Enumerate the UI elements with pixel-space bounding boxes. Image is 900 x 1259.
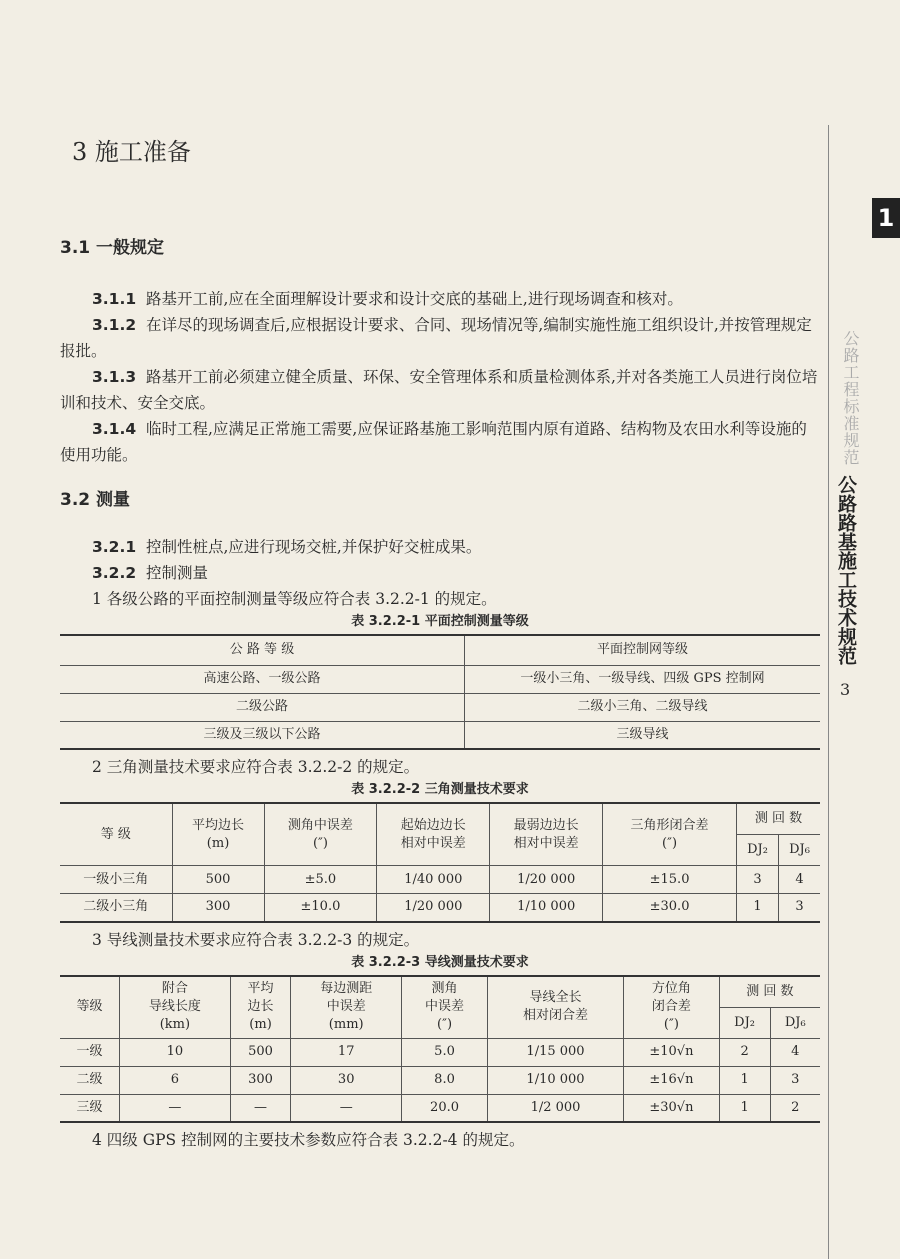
para-text: 临时工程,应满足正常施工需要,应保证路基施工影响范围内原有道路、结构物及农田水利等设施的使用功能。	[60, 420, 807, 464]
table-row	[60, 894, 820, 922]
para-item-4: 4 四级 GPS 控制网的主要技术参数应符合表 3.2.2-4 的规定。	[92, 1131, 525, 1149]
cell: 1	[719, 1094, 770, 1122]
cell: 二级公路	[60, 693, 465, 721]
table-row	[60, 693, 820, 721]
table-3-2-2-1	[60, 634, 820, 750]
header-cell: 平均边长 (m)	[172, 803, 264, 866]
header-cell: DJ₂	[719, 1007, 770, 1038]
section-3-1-title: 3.1 一般规定	[60, 238, 165, 258]
header-group-cell: 测 回 数	[719, 976, 820, 1008]
header-cell: 测角中误差 (″)	[264, 803, 377, 866]
page-number: 3	[840, 680, 851, 699]
series-title: 公路工程标准规范	[841, 330, 860, 466]
para-num: 3.1.2	[92, 316, 137, 334]
para-text: 路基开工前必须建立健全质量、环保、安全管理体系和质量检测体系,并对各类施工人员进行岗位培训和技术、安全交底。	[60, 368, 818, 412]
table-row	[60, 1038, 820, 1066]
para-3-2-2	[60, 560, 820, 586]
cell: 6	[119, 1066, 230, 1094]
cell: 20.0	[402, 1094, 488, 1122]
table-row	[60, 721, 820, 749]
cell: 3	[736, 866, 778, 894]
cell: 三级	[60, 1094, 119, 1122]
para-3-1-2	[60, 312, 820, 364]
header-cell: 每边测距 中误差 (mm)	[291, 976, 402, 1039]
para-num: 3.2.1	[92, 538, 137, 556]
cell: 高速公路、一级公路	[60, 665, 465, 693]
cell: —	[119, 1094, 230, 1122]
table-3-2-2-2	[60, 802, 820, 923]
cell: 300	[230, 1066, 290, 1094]
header-cell: 附合 导线长度 (km)	[119, 976, 230, 1039]
cell: 1/2 000	[487, 1094, 623, 1122]
cell: 二级小三角	[60, 894, 172, 922]
table1-caption: 表 3.2.2-1 平面控制测量等级	[351, 614, 529, 629]
cell: 17	[291, 1038, 402, 1066]
header-cell: 等级	[60, 976, 119, 1039]
cell: 3	[779, 894, 820, 922]
cell: ±15.0	[603, 866, 737, 894]
table-row	[60, 866, 820, 894]
cell: 4	[779, 866, 820, 894]
header-cell: 起始边边长 相对中误差	[377, 803, 490, 866]
cell: 一级小三角、一级导线、四级 GPS 控制网	[465, 665, 821, 693]
para-text: 控制性桩点,应进行现场交桩,并保护好交桩成果。	[146, 538, 482, 556]
para-num: 3.2.2	[92, 564, 137, 582]
table3-caption: 表 3.2.2-3 导线测量技术要求	[351, 954, 529, 970]
cell: 一级小三角	[60, 866, 172, 894]
cell: 30	[291, 1066, 402, 1094]
book-title: 公路路基施工技术规范	[835, 475, 857, 665]
para-item-1: 1 各级公路的平面控制测量等级应符合表 3.2.2-1 的规定。	[92, 590, 497, 608]
cell: —	[291, 1094, 402, 1122]
cell: ±10.0	[264, 894, 377, 922]
para-text: 控制测量	[146, 564, 209, 582]
para-3-1-4	[60, 416, 820, 468]
cell: 二级小三角、二级导线	[465, 693, 821, 721]
cell: 1	[719, 1066, 770, 1094]
cell: ±30√n	[624, 1094, 720, 1122]
cell: ±10√n	[624, 1038, 720, 1066]
header-cell: 平面控制网等级	[465, 635, 821, 665]
table-row	[60, 665, 820, 693]
para-3-1-3	[60, 364, 820, 416]
header-cell: 测角 中误差 (″)	[402, 976, 488, 1039]
table-row	[60, 1066, 820, 1094]
section-3-2-title: 3.2 测量	[60, 490, 131, 510]
cell: 3	[770, 1066, 820, 1094]
cell: 8.0	[402, 1066, 488, 1094]
cell: 1/15 000	[487, 1038, 623, 1066]
cell: 2	[719, 1038, 770, 1066]
main-content	[60, 136, 820, 1153]
header-cell: 方位角 闭合差 (″)	[624, 976, 720, 1039]
margin-rule	[828, 125, 829, 1259]
cell: 500	[230, 1038, 290, 1066]
header-cell: DJ₆	[770, 1007, 820, 1038]
cell: ±5.0	[264, 866, 377, 894]
chapter-tab: 1	[872, 198, 900, 238]
para-text: 路基开工前,应在全面理解设计要求和设计交底的基础上,进行现场调查和核对。	[146, 290, 683, 308]
para-3-1-1	[60, 286, 820, 312]
header-group-cell: 测 回 数	[736, 803, 820, 835]
cell: 4	[770, 1038, 820, 1066]
cell: ±30.0	[603, 894, 737, 922]
chapter-title: 3 施工准备	[72, 138, 191, 166]
cell: 三级导线	[465, 721, 821, 749]
table2-caption: 表 3.2.2-2 三角测量技术要求	[351, 782, 529, 797]
cell: 二级	[60, 1066, 119, 1094]
table-row	[60, 1094, 820, 1122]
cell: 1/20 000	[490, 866, 603, 894]
cell: 1	[736, 894, 778, 922]
cell: 500	[172, 866, 264, 894]
cell: 1/10 000	[487, 1066, 623, 1094]
cell: 1/40 000	[377, 866, 490, 894]
para-num: 3.1.1	[92, 290, 137, 308]
header-cell: 等 级	[60, 803, 172, 866]
header-cell: 公 路 等 级	[60, 635, 465, 665]
cell: 1/20 000	[377, 894, 490, 922]
para-text: 在详尽的现场调查后,应根据设计要求、合同、现场情况等,编制实施性施工组织设计,并按管理规定报批。	[60, 316, 812, 360]
header-cell: 三角形闭合差 (″)	[603, 803, 737, 866]
header-cell: DJ₆	[779, 835, 820, 866]
header-cell: DJ₂	[736, 835, 778, 866]
para-num: 3.1.3	[92, 368, 137, 386]
para-3-2-1	[60, 534, 820, 560]
cell: —	[230, 1094, 290, 1122]
cell: ±16√n	[624, 1066, 720, 1094]
table-3-2-2-3	[60, 975, 820, 1124]
cell: 2	[770, 1094, 820, 1122]
cell: 一级	[60, 1038, 119, 1066]
cell: 10	[119, 1038, 230, 1066]
header-cell: 导线全长 相对闭合差	[487, 976, 623, 1039]
header-cell: 平均 边长 (m)	[230, 976, 290, 1039]
para-num: 3.1.4	[92, 420, 137, 438]
cell: 三级及三级以下公路	[60, 721, 465, 749]
header-cell: 最弱边边长 相对中误差	[490, 803, 603, 866]
para-item-2: 2 三角测量技术要求应符合表 3.2.2-2 的规定。	[92, 758, 420, 776]
para-item-3: 3 导线测量技术要求应符合表 3.2.2-3 的规定。	[92, 930, 420, 949]
cell: 5.0	[402, 1038, 488, 1066]
cell: 1/10 000	[490, 894, 603, 922]
cell: 300	[172, 894, 264, 922]
